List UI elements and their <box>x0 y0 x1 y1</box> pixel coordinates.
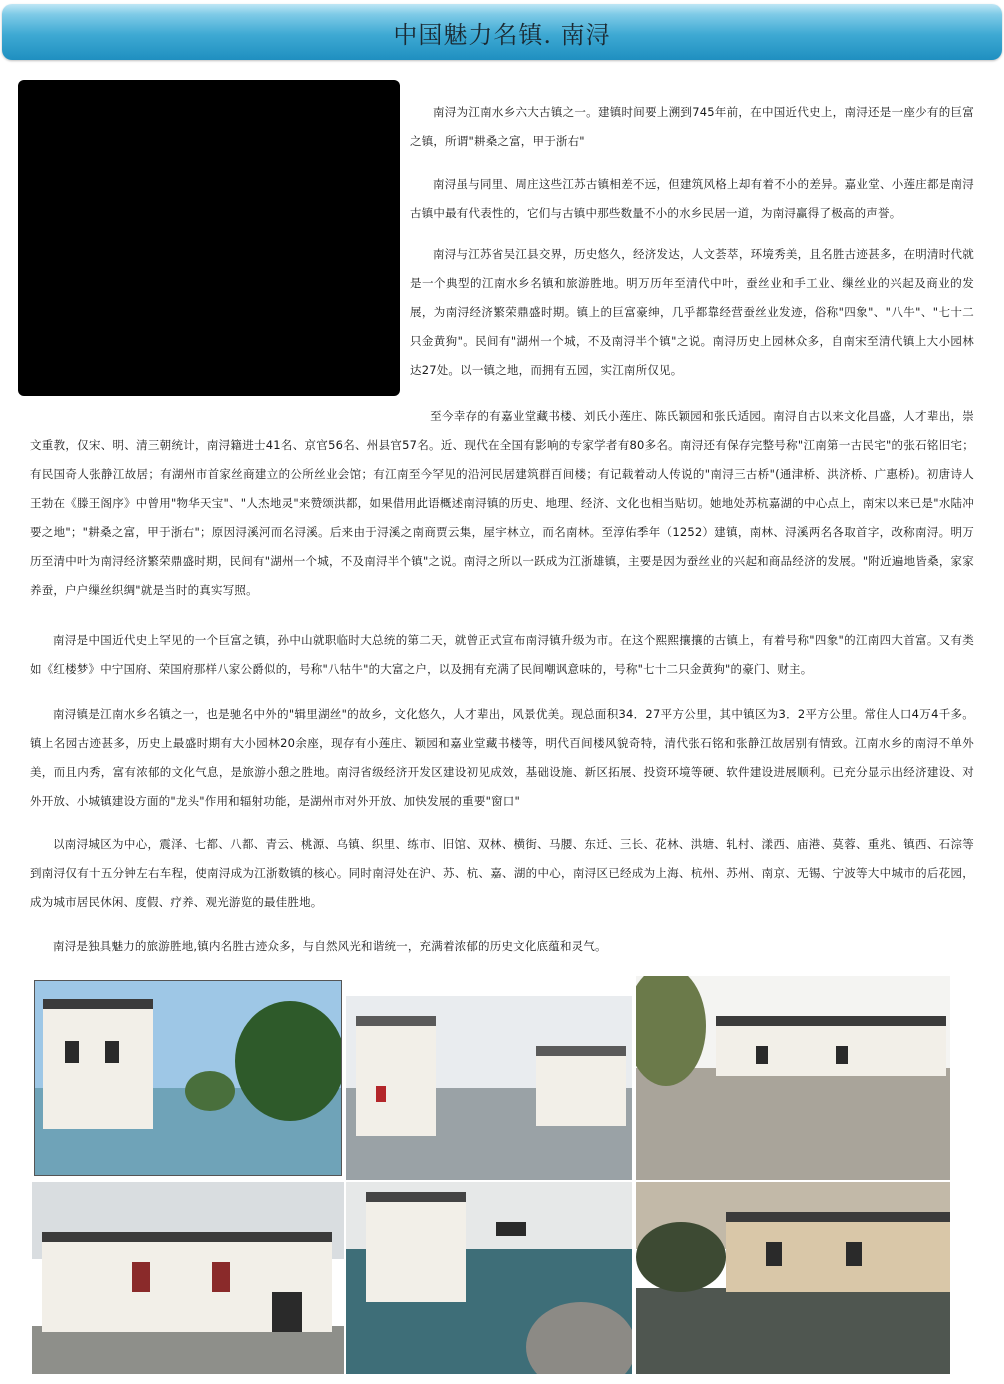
photo-old-street-shops <box>32 1182 344 1374</box>
page-header <box>2 4 1002 60</box>
article-paragraph-7: 以南浔城区为中心，震泽、七都、八都、青云、桃源、乌镇、织里、练市、旧馆、双林、横街、马腰、东迁、三长、花林、洪塘、轧村、漾西、庙港、莫蓉、重兆、镇西、石淙等到南浔仅有十五分钟左右车程，使南浔成为江浙数镇的核心。同时南浔处在沪、苏、杭、嘉、湖的中心，南浔区已经成为上海、杭州、苏州、南京、无锡、宁波等大中城市的后花园，成为城市居民休闲、度假、疗养、观光游览的最佳胜地。 <box>30 837 974 909</box>
article-paragraph-5: 南浔是中国近代史上罕见的一个巨富之镇，孙中山就职临时大总统的第二天，就曾正式宣布南浔镇升级为市。在这个熙熙攘攘的古镇上，有着号称"四象"的江南四大首富。又有类如《红楼梦》中宁国府、荣国府那样八家公爵似的，号称"八牯牛"的大富之户，以及拥有充满了民间嘲讽意味的，号称"七十二只金黄狗"的豪门、财主。 <box>30 633 974 676</box>
article-paragraph-3: 南浔与江苏省吴江县交界，历史悠久，经济发达，人文荟萃，环境秀美，且名胜古迹甚多，在明清时代就是一个典型的江南水乡名镇和旅游胜地。明万历年至清代中叶，蚕丝业和手工业、缫丝业的兴起及商业的发展，为南浔经济繁荣鼎盛时期。镇上的巨富豪绅，几乎都靠经营蚕丝业发迹，俗称"四象"、"八牛"、"七十二只金黄狗"。民间有"湖州一个城，不及南浔半个镇"之说。南浔历史上园林众多，自南宋至清代镇上大小园林达27处。以一镇之地，而拥有五园，实江南所仅见。 <box>410 247 974 377</box>
photo-stone-lion-canal <box>346 1182 632 1374</box>
photo-riverside-dusk <box>636 1182 950 1374</box>
photo-canal-snow-scene <box>346 996 632 1180</box>
article-paragraph-6: 南浔镇是江南水乡名镇之一，也是驰名中外的"辑里湖丝"的故乡，文化悠久，人才辈出，风景优美。现总面积34．27平方公里，其中镇区为3．2平方公里。常住人口4万4千多。镇上名园古迹甚多，历史上最盛时期有大小园林20余座，现存有小莲庄、颖园和嘉业堂藏书楼等，明代百间楼风貌奇特，清代张石铭和张静江故居别有情致。江南水乡的南浔不单外美，而且内秀，富有浓郁的文化气息，是旅游小憩之胜地。南浔省级经济开发区建设初见成效，基础设施、新区拓展、投资环境等硬、软件建设进展顺利。已充分显示出经济建设、对外开放、小城镇建设方面的"龙头"作用和辐射功能，是湖州市对外开放、加快发展的重要"窗口" <box>30 707 974 808</box>
article-paragraph-1: 南浔为江南水乡六大古镇之一。建镇时间要上溯到745年前，在中国近代史上，南浔还是一座少有的巨富之镇，所谓"耕桑之富，甲于浙右" <box>410 105 974 148</box>
article-paragraph-8: 南浔是独具魅力的旅游胜地,镇内名胜古迹众多，与自然风光和谐统一，充满着浓郁的历史文化底蕴和灵气。 <box>53 939 607 953</box>
photo-riverside-willow <box>636 976 950 1180</box>
page-title: 中国魅力名镇. 南浔 <box>393 20 611 49</box>
article-paragraph-4 <box>30 402 974 605</box>
photo-canal-houses-summer <box>34 980 342 1176</box>
hero-image <box>18 80 400 396</box>
article-paragraph-2: 南浔虽与同里、周庄这些江苏古镇相差不远，但建筑风格上却有着不小的差异。嘉业堂、小莲庄都是南浔古镇中最有代表性的，它们与古镇中那些数量不小的水乡民居一道，为南浔赢得了极高的声誉。 <box>410 177 974 220</box>
article-paragraph-4-text: 至今幸存的有嘉业堂藏书楼、刘氏小莲庄、陈氏颖园和张氏适园。南浔自古以来文化昌盛，人才辈出，崇文重教，仅宋、明、清三朝统计，南浔籍进士41名、京官56名、州县官57名。近、现代在全国有影响的专家学者有80多名。南浔还有保存完整号称"江南第一古民宅"的张石铭旧宅；有民国奇人张静江故居；有湖州市首家丝商建立的公所丝业会馆；有江南至今罕见的沿河民居建筑群百间楼；有记载着动人传说的"南浔三古桥"(通津桥、洪济桥、广惠桥)。初唐诗人王勃在《滕王阁序》中曾用"物华天宝"、"人杰地灵"来赞颂洪都，如果借用此语概述南浔镇的历史、地理、经济、文化也相当贴切。她地处苏杭嘉湖的中心点上，南宋以来已是"水陆冲要之地"；"耕桑之富，甲于浙右"；原因浔溪河而名浔溪。后来由于浔溪之南商贾云集，屋宇林立，而名南林。至淳佑季年（1252）建镇，南林、浔溪两名各取首字，改称南浔。明万历至清中叶为南浔经济繁荣鼎盛时期，民间有"湖州一个城，不及南浔半个镇"之说。南浔之所以一跃成为江浙雄镇，主要是因为蚕丝业的兴起和商品经济的发展。"附近遍地皆桑，家家养蚕，户户缫丝织绸"就是当时的真实写照。 <box>30 409 974 597</box>
